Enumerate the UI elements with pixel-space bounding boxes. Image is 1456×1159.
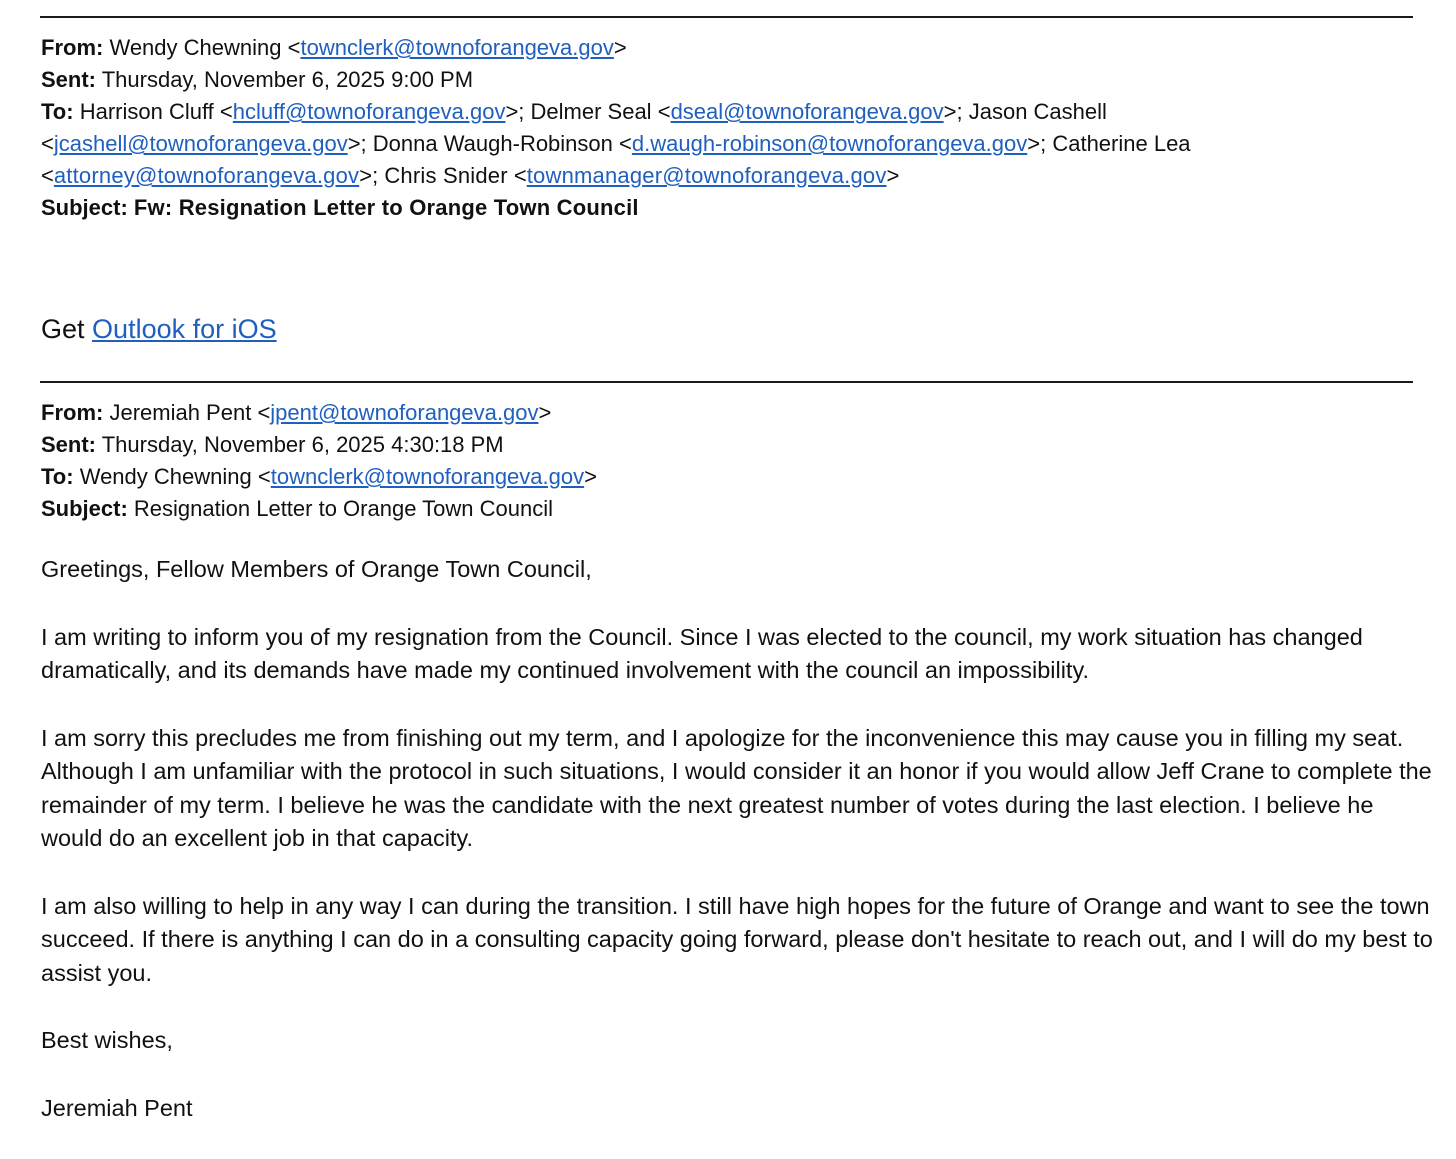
subject-value: Fw: Resignation Letter to Orange Town Council: [133, 195, 639, 220]
from-email-link[interactable]: jpent@townoforangeva.gov: [270, 400, 539, 425]
letter-body: [41, 553, 1436, 1159]
recipient-email-link[interactable]: d.waugh-robinson@townoforangeva.gov: [631, 131, 1028, 156]
forward-header: [41, 32, 1421, 224]
from-label: From:: [41, 400, 104, 425]
recipient-name: Donna Waugh-Robinson: [372, 131, 613, 156]
recipient-email-link[interactable]: hcluff@townoforangeva.gov: [232, 99, 506, 124]
recipient-email-link[interactable]: dseal@townoforangeva.gov: [670, 99, 944, 124]
subject-value: Resignation Letter to Orange Town Council: [133, 496, 553, 521]
forward-to-line-2: <jcashell@townoforangeva.gov>; Donna Waugh-Robinson <d.waugh-robinson@townoforangeva.gov>; Catherine Lea: [41, 131, 1191, 156]
from-name: Jeremiah Pent: [109, 400, 252, 425]
recipient-name: Harrison Cluff: [79, 99, 214, 124]
recipient-name: Chris Snider: [384, 163, 508, 188]
to-label: To:: [41, 99, 74, 124]
get-prefix: Get: [41, 314, 85, 344]
original-to-line: To: Wendy Chewning <townclerk@townoforangeva.gov>: [41, 464, 597, 489]
from-name: Wendy Chewning: [109, 35, 282, 60]
letter-paragraph: I am also willing to help in any way I can during the transition. I still have high hopes for the future of Orange and want to see the town succeed. If there is anything I can do in a consulting capacity going forward, please don't hesitate to reach out, and I will do my best to assist you.: [41, 892, 1433, 986]
letter-paragraph: I am writing to inform you of my resignation from the Council. Since I was elected to the council, my work situation has changed dramatically, and its demands have made my continued involvement with the council an impossibility.: [41, 623, 1363, 683]
letter-greeting: Greetings, Fellow Members of Orange Town Council,: [41, 556, 592, 582]
recipient-name: Delmer Seal: [530, 99, 652, 124]
recipient-name: Jason Cashell: [968, 99, 1107, 124]
to-label: To:: [41, 464, 74, 489]
forward-from-line: From: Wendy Chewning <townclerk@townoforangeva.gov>: [41, 35, 627, 60]
recipient-email-link[interactable]: townmanager@townoforangeva.gov: [526, 163, 887, 188]
original-from-line: From: Jeremiah Pent <jpent@townoforangeva.gov>: [41, 400, 552, 425]
to-name: Wendy Chewning: [79, 464, 252, 489]
from-email-link[interactable]: townclerk@townoforangeva.gov: [300, 35, 614, 60]
outlook-for-ios-link[interactable]: Outlook for iOS: [92, 314, 277, 344]
to-email-link[interactable]: townclerk@townoforangeva.gov: [270, 464, 585, 489]
subject-label: Subject:: [41, 496, 128, 521]
letter-closing: Best wishes,: [41, 1027, 173, 1053]
original-header: [41, 397, 1421, 525]
from-label: From:: [41, 35, 104, 60]
letter-signature: Jeremiah Pent: [41, 1094, 193, 1121]
sent-value: Thursday, November 6, 2025 9:00 PM: [101, 67, 474, 92]
forward-sent-line: [41, 64, 1421, 96]
sent-label: Sent:: [41, 432, 96, 457]
subject-label: Subject:: [41, 195, 128, 220]
letter-paragraph: I am sorry this precludes me from finishing out my term, and I apologize for the inconvenience this may cause you in filling my seat. Although I am unfamiliar with the protocol in such situations, I would consider it an honor if you would allow Jeff Crane to complete the remainder of my term. I believe he was the candidate with the next greatest number of votes during the last election. I believe he would do an excellent job in that capacity.: [41, 724, 1432, 851]
recipient-email-link[interactable]: jcashell@townoforangeva.gov: [53, 131, 348, 156]
original-sent-line: [41, 429, 1421, 461]
sent-label: Sent:: [41, 67, 96, 92]
forward-subject-line: [41, 192, 1421, 224]
sent-value: Thursday, November 6, 2025 4:30:18 PM: [101, 432, 504, 457]
recipient-name: Catherine Lea: [1052, 131, 1191, 156]
top-divider: [40, 16, 1413, 18]
outlook-signature: [41, 311, 277, 347]
forward-to-line-3: <attorney@townoforangeva.gov>; Chris Snider <townmanager@townoforangeva.gov>: [41, 163, 900, 188]
recipient-email-link[interactable]: attorney@townoforangeva.gov: [53, 163, 360, 188]
original-subject-line: [41, 493, 1421, 525]
forward-to-line: To: Harrison Cluff <hcluff@townoforangeva.gov>; Delmer Seal <dseal@townoforangeva.gov>; Jason Cashell: [41, 99, 1107, 124]
original-message-divider: [40, 381, 1413, 383]
